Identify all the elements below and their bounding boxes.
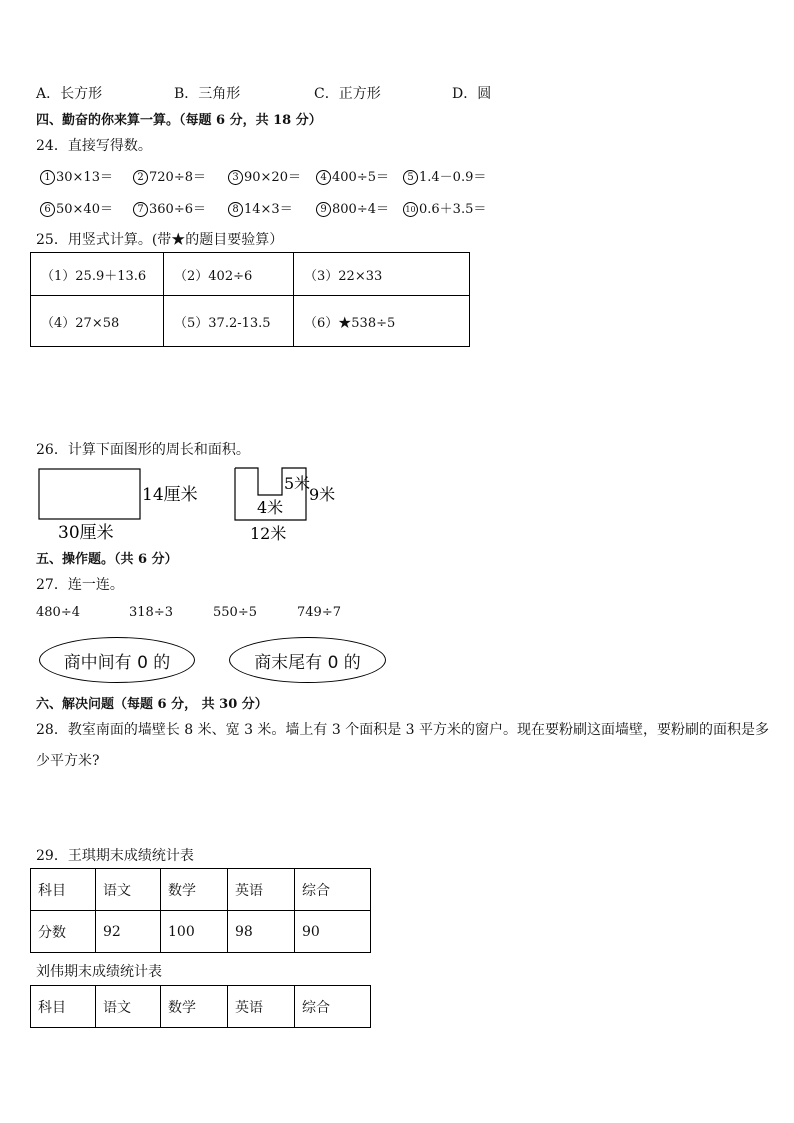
table-header-cell: 数学 — [161, 986, 228, 1028]
q27-expr: 480÷4 — [36, 605, 80, 620]
q26-title: 26．计算下面图形的周长和面积。 — [36, 442, 250, 458]
number-circle-icon: 4 — [316, 170, 331, 185]
table-cell: 90 — [295, 911, 371, 953]
liuwei-score-table — [30, 985, 371, 1028]
q24-item: 9 800÷4＝ — [316, 198, 389, 217]
q27-expr: 749÷7 — [297, 605, 341, 620]
table-header-cell: 语文 — [96, 869, 161, 911]
q24-item: 5 1.4－0.9＝ — [403, 166, 486, 185]
q24-item: 10 0.6＋3.5＝ — [403, 198, 486, 217]
table-header-cell: 综合 — [295, 986, 371, 1028]
table-cell: 分数 — [31, 911, 96, 953]
q24-item: 1 30×13＝ — [40, 166, 113, 185]
q24-item: 8 14×3＝ — [228, 198, 293, 217]
section5-heading: 五、操作题。（共 6 分） — [36, 552, 178, 567]
table-cell: 98 — [228, 911, 295, 953]
table-header-cell: 英语 — [228, 869, 295, 911]
number-circle-icon: 9 — [316, 202, 331, 217]
table-header-cell: 综合 — [295, 869, 371, 911]
rect-width-label: 30厘米 — [58, 523, 114, 543]
notch-label: 5米 — [284, 474, 311, 493]
q24-title: 24．直接写得数。 — [36, 138, 152, 154]
choice-b: B．三角形 — [174, 86, 241, 102]
choice-a: A．长方形 — [36, 86, 103, 102]
table-header-cell: 英语 — [228, 986, 295, 1028]
rectangle-figure — [39, 469, 140, 519]
q29-table2-title: 刘伟期末成绩统计表 — [36, 964, 162, 980]
table-cell: 92 — [96, 911, 161, 953]
q28-line1: 28．教室南面的墙壁长 8 米、宽 3 米。墙上有 3 个面积是 3 平方米的窗户。现在要粉刷这面墙壁，要粉刷的面积是多 — [36, 722, 770, 738]
choice-c: C．正方形 — [314, 86, 381, 102]
wangqi-score-table — [30, 868, 371, 953]
q27-title: 27．连一连。 — [36, 577, 124, 593]
table-cell: 100 — [161, 911, 228, 953]
number-circle-icon: 5 — [403, 170, 418, 185]
q28-line2: 少平方米? — [36, 753, 100, 769]
table-header-cell: 数学 — [161, 869, 228, 911]
q25-cell: （4）27×58 — [31, 296, 164, 347]
section4-heading: 四、勤奋的你来算一算。（每题 6 分，共 18 分） — [36, 113, 322, 128]
q29-title: 29．王琪期末成绩统计表 — [36, 848, 194, 864]
q25-cell: （5）37.2-13.5 — [164, 296, 294, 347]
q25-table — [30, 252, 470, 347]
q24-item: 7 360÷6＝ — [133, 198, 206, 217]
q27-expr: 550÷5 — [213, 605, 257, 620]
q25-cell: （3）22×33 — [294, 253, 470, 296]
q24-item: 3 90×20＝ — [228, 166, 301, 185]
inner-label: 4米 — [257, 498, 284, 517]
choice-d: D．圆 — [452, 86, 492, 102]
section6-heading: 六、解决问题（每题 6 分， 共 30 分） — [36, 697, 268, 712]
number-circle-icon: 10 — [403, 202, 418, 217]
oval-end-zero: 商末尾有 0 的 — [229, 637, 386, 683]
shape-width-label: 12米 — [250, 524, 287, 543]
q26-figures — [30, 460, 360, 548]
q24-item: 4 400÷5＝ — [316, 166, 389, 185]
number-circle-icon: 6 — [40, 202, 55, 217]
rect-height-label: 14厘米 — [142, 485, 198, 505]
number-circle-icon: 2 — [133, 170, 148, 185]
q27-expr: 318÷3 — [129, 605, 173, 620]
shape-height-label: 9米 — [309, 485, 336, 504]
table-header-cell: 科目 — [31, 986, 96, 1028]
number-circle-icon: 1 — [40, 170, 55, 185]
oval-middle-zero: 商中间有 0 的 — [39, 637, 195, 683]
number-circle-icon: 3 — [228, 170, 243, 185]
q24-item: 6 50×40＝ — [40, 198, 113, 217]
number-circle-icon: 7 — [133, 202, 148, 217]
q24-item: 2 720÷8＝ — [133, 166, 206, 185]
q25-cell: （6）★538÷5 — [294, 296, 470, 347]
q25-cell: （2）402÷6 — [164, 253, 294, 296]
number-circle-icon: 8 — [228, 202, 243, 217]
q25-cell: （1）25.9＋13.6 — [31, 253, 164, 296]
table-header-cell: 科目 — [31, 869, 96, 911]
table-header-cell: 语文 — [96, 986, 161, 1028]
q25-title: 25．用竖式计算。(带★的题目要验算） — [36, 232, 284, 248]
